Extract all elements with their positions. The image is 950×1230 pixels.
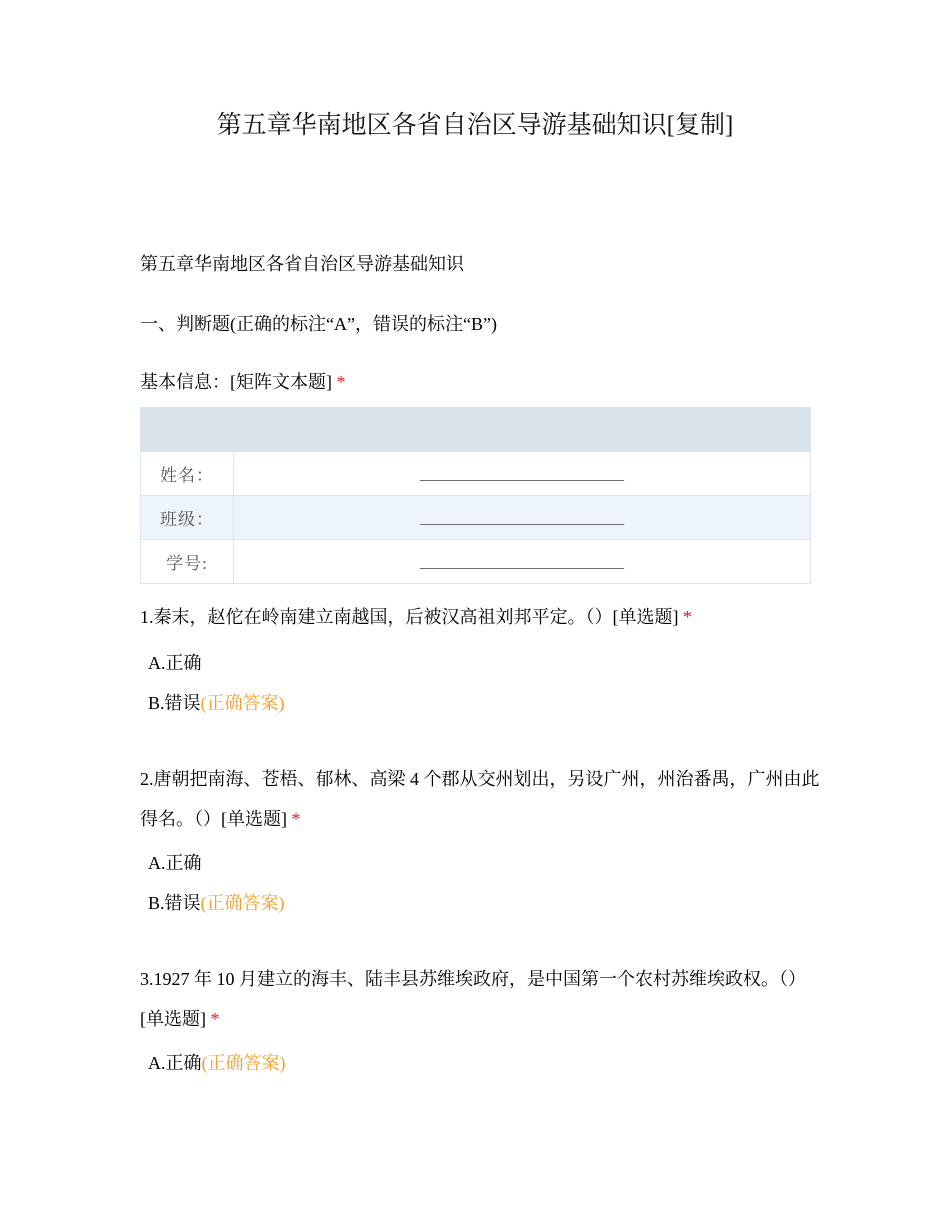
- answer-tag: (正确答案): [201, 1053, 286, 1073]
- option-label: B.错误: [148, 693, 201, 713]
- name-input-blank: ________________________: [420, 463, 624, 483]
- required-mark: *: [336, 372, 346, 392]
- page-title: 第五章华南地区各省自治区导游基础知识[复制]: [216, 112, 734, 139]
- required-mark: *: [210, 1009, 220, 1029]
- matrix-header-cell-label: [141, 408, 234, 452]
- question-2: [140, 759, 820, 839]
- part-heading: 一、判断题(正确的标注“A”，错误的标注“B”): [140, 314, 497, 334]
- matrix-header-row: [141, 408, 811, 452]
- student-id-input-blank: ________________________: [420, 551, 624, 571]
- matrix-row-class: [141, 496, 811, 540]
- class-input[interactable]: [234, 496, 811, 540]
- option-label: A.正确: [148, 1053, 202, 1073]
- question-3-option-a[interactable]: [148, 1050, 286, 1076]
- matrix-row-label: 学号:: [141, 540, 234, 584]
- basic-info-label: [140, 369, 346, 395]
- student-id-input[interactable]: [234, 540, 811, 584]
- option-label: A.正确: [148, 653, 202, 673]
- option-label: B.错误: [148, 893, 201, 913]
- question-1-option-b[interactable]: [148, 690, 285, 716]
- answer-tag: (正确答案): [200, 693, 285, 713]
- option-label: A.正确: [148, 853, 202, 873]
- matrix-header-cell-value: [234, 408, 811, 452]
- required-mark: *: [291, 809, 301, 829]
- question-1-text: 1.秦末，赵佗在岭南建立南越国，后被汉高祖刘邦平定。（）[单选题]: [140, 607, 679, 627]
- section-heading: 第五章华南地区各省自治区导游基础知识: [140, 254, 464, 274]
- answer-tag: (正确答案): [200, 893, 285, 913]
- matrix-row-label: 姓名：: [141, 452, 234, 496]
- basic-info-label-text: 基本信息：[矩阵文本题]: [140, 372, 332, 392]
- matrix-row-name: [141, 452, 811, 496]
- question-1-option-a[interactable]: [148, 650, 202, 676]
- question-1: [140, 604, 692, 630]
- basic-info-matrix: [140, 407, 811, 584]
- class-input-blank: ________________________: [420, 507, 624, 527]
- question-3-text: 3.1927 年 10 月建立的海丰、陆丰县苏维埃政府，是中国第一个农村苏维埃政权。（）[单选题]: [140, 969, 806, 1029]
- question-2-option-b[interactable]: [148, 890, 285, 916]
- question-3: [140, 959, 820, 1039]
- question-2-text: 2.唐朝把南海、苍梧、郁林、高梁 4 个郡从交州划出，另设广州，州治番禺，广州由此得名。（）[单选题]: [140, 769, 820, 829]
- matrix-row-student-id: [141, 540, 811, 584]
- question-2-option-a[interactable]: [148, 850, 202, 876]
- matrix-row-label: 班级：: [141, 496, 234, 540]
- required-mark: *: [683, 607, 692, 627]
- name-input[interactable]: [234, 452, 811, 496]
